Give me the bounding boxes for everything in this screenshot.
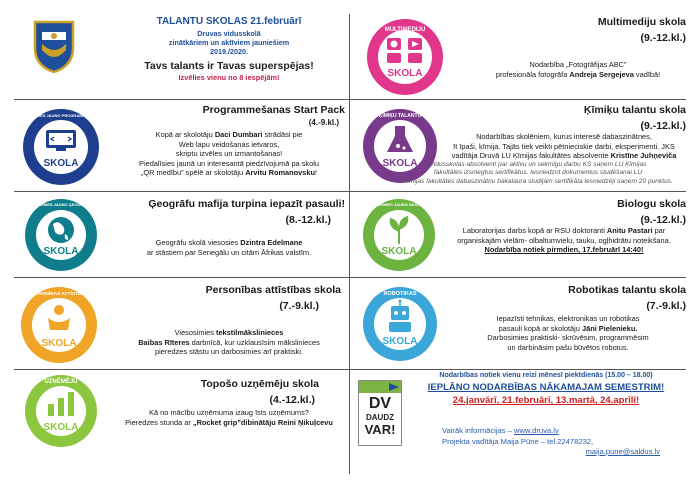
chemistry-desc-3 [442, 151, 686, 161]
header-audience: zinātkāriem un aktīviem jauniešiem [168, 38, 290, 47]
geography-desc-1-pre: Ģeogrāfu skolā viesosies [155, 238, 241, 247]
chemistry-grade: (9.-12.kl.) [640, 120, 686, 132]
geography-school-panel [14, 192, 349, 278]
personality-guest: Baibas Rīteres [138, 337, 190, 347]
personality-desc-2 [110, 338, 348, 348]
programming-teacher-2: Arvitu Romanovsku [245, 168, 316, 178]
biology-desc-1 [442, 226, 686, 236]
entrepreneur-desc-2-pre: Pieredzes stunda ar [125, 417, 193, 427]
personality-badge-label: SKOLA [41, 338, 77, 349]
programming-desc-5 [110, 168, 348, 178]
programming-badge-icon [20, 106, 102, 188]
entrepreneur-badge-title: UZŅĒMĒJU [44, 379, 78, 385]
multimedia-desc-2-post: vadībā! [633, 69, 661, 79]
entrepreneur-badge-label: SKOLA [43, 422, 79, 433]
robotics-grade: (7.-9.kl.) [646, 300, 686, 312]
header-panel [14, 14, 349, 100]
entrepreneur-guest: dibinātāju Reini Ņikuļcevu [240, 417, 333, 427]
entrepreneur-title: Topošo uzņēmēju skola [200, 378, 319, 390]
programming-title: Programmešanas Start Pack [202, 104, 345, 116]
robotics-school-panel [350, 278, 686, 370]
multimedia-badge-icon [364, 16, 446, 98]
robotics-desc-2-pre: pasauli kopā ar skolotāju [498, 323, 582, 333]
header-tagline: Tavs talants ir Tavas superspējas! [144, 60, 314, 72]
biology-badge-label: SKOLA [381, 246, 417, 257]
header-choose: Izvēlies vienu no 8 iespējām! [178, 73, 280, 82]
chemistry-teacher: Kristīne Juhņeviča [610, 151, 677, 161]
personality-school-panel [14, 278, 349, 370]
entrepreneur-desc-1: Kā no mācību uzņēmuma izaug īsts uzņēmums? [149, 408, 309, 417]
geography-grade: (8.-12.kl.) [285, 214, 331, 226]
geography-title: Ģeogrāfu mafija turpina iepazīt pasauli! [148, 198, 345, 210]
geography-desc-1 [110, 238, 348, 248]
page-title: TALANTU SKOLAS 21.februārī [156, 16, 302, 27]
multimedia-badge-label: SKOLA [387, 68, 423, 79]
info-panel [350, 370, 686, 474]
biology-date-note: Nodarbība notiek pirmdien, 17.februārī 14:40! [484, 245, 644, 255]
dv-logo-line2: DAUDZ [366, 413, 394, 422]
chemistry-note-2: fakultātes izsniegtus sertifikātus. Iesniedzot dokumentus studēšanai LU [433, 169, 643, 177]
programming-desc-1-pre: Kopā ar skolotāju [155, 130, 215, 139]
programming-desc-1-post: strādāsi pie [262, 130, 303, 139]
chemistry-badge-label: SKOLA [382, 158, 418, 169]
biology-teacher: Anitu Pastari [606, 226, 653, 235]
robotics-badge-title: ROBOTIKAS [383, 291, 417, 297]
biology-desc-2: organiskajām vielām- olbaltumvielu, tauku, ogļhidrātu noteikšana. [457, 235, 671, 245]
personality-desc-3: pieredzes stāstu un darbosimies arī praktiski. [155, 347, 303, 357]
programming-desc-2: Web lapu veidošanas ietvaros, [178, 139, 280, 149]
email-link[interactable]: maija.pune@saldus.lv [585, 447, 660, 456]
programming-desc-3: skriptu izvēles un izmantošanas! [175, 149, 283, 159]
multimedia-school-panel [350, 14, 686, 100]
geography-badge-icon [22, 196, 100, 274]
coat-of-arms-icon [32, 18, 76, 74]
personality-desc-2-post: darbnīcā, kur uzklausīsim mākslinieces [189, 337, 320, 347]
chemistry-desc-2: īt īpaši, ķīmija. Tajās tiek veikti pētnieciskie darbi, eksperimenti. JKS [453, 141, 675, 151]
chemistry-badge-title: ĶĪMIĶU TALANTU [378, 113, 422, 119]
more-info-label: Vairāk informācijas – [442, 426, 515, 435]
project-leader: Projekta vadītāja Maija Pūne – tel.22478232, [442, 436, 594, 446]
biology-title: Biologu skola [617, 198, 686, 210]
programming-desc-5-pre: „QR medību” spēlē ar skolotāju [140, 168, 246, 178]
entrepreneur-school-panel [14, 370, 349, 454]
more-info [442, 426, 686, 437]
biology-desc-1-post: par [652, 226, 666, 235]
semester-dates: 24.janvārī, 21.februārī, 13.martā, 24.aprīlī! [452, 395, 640, 406]
biology-badge-icon [360, 196, 438, 274]
dv-logo-line3: VAR! [364, 422, 396, 437]
programming-school-panel [14, 100, 349, 192]
multimedia-desc-1: Nodarbība „Fotogrāfijas ABC” [529, 60, 627, 69]
personality-guest-role: tekstilmākslinieces [215, 328, 284, 337]
geography-teacher: Dzintra Edelmane [240, 238, 303, 247]
biology-badge-title: KURZEMES JAUNO BIOLOGU [370, 202, 428, 207]
multimedia-desc-2-pre: profesionāla fotogrāfa [495, 69, 570, 79]
multimedia-title: Multimediju skola [597, 16, 686, 28]
chemistry-note-3: Ķīmijas fakultātes dabaszinātņu bakalaura studijām sertifikāta iesniedzēji saņem 20 punktus. [403, 177, 673, 185]
personality-desc-1-pre: Viesosimies [174, 328, 216, 337]
personality-badge-title: PERSONĪBAS ATTĪSTĪBAS [28, 292, 90, 297]
chemistry-school-panel [350, 100, 686, 192]
personality-grade: (7.-9.kl.) [279, 300, 319, 312]
geography-badge-label: SKOLA [43, 246, 79, 257]
chemistry-note-1: Vidusskolas absolventi par aktīvu un sekmīgu darbu KS saņem LU Ķīmijas [429, 161, 647, 168]
robotics-desc-2 [450, 324, 686, 334]
chemistry-desc-1: Nodarbības skolēniem, kurus interesē dabaszinātnes, [476, 132, 652, 141]
robotics-badge-label: SKOLA [382, 336, 418, 347]
robotics-title: Robotikas talantu skola [568, 284, 686, 296]
personality-badge-icon [18, 284, 100, 366]
geography-desc-2: ar stāstiem par Senegālu un citām Āfrikas valstīm. [146, 247, 312, 257]
entrepreneur-grade: (4.-12.kl.) [269, 394, 315, 406]
programming-badge-title: KURZEMES JAUNO PROGRAMMĒTĀJU [22, 113, 100, 118]
robotics-desc-4: un darbināsim pašu būvētos robotus. [507, 342, 629, 352]
entrepreneur-company: „Rocket grip” [192, 417, 241, 427]
header-school: Druvas vidusskolā [197, 29, 261, 38]
chemistry-desc-3-pre: vadītāja Druvā LU Ķīmijas fakultātes absolvente [451, 151, 611, 161]
multimedia-desc-2 [470, 70, 686, 80]
programming-teacher-1: Daci Dumbari [214, 130, 263, 139]
entrepreneur-badge-icon [22, 372, 100, 450]
robotics-desc-3: Darbosimies praktiski- skrūvēsim, programmēsim [487, 333, 649, 343]
robotics-desc-1: Iepazīsti tehnikas, elektronikas un robotikas [496, 314, 640, 323]
programming-desc-4: Piedalīsies jaunā un interesantā piedzīvojumā pa skolu [139, 158, 319, 168]
biology-desc-1-pre: Laboratorijas darbs kopā ar RSU doktoranti [462, 226, 607, 235]
plan-heading: IEPLĀNO NODARBĪBAS NĀKAMAJAM SEMESTRIM! [427, 382, 665, 393]
robotics-teacher: Jāni Pielenieku. [581, 323, 638, 333]
robotics-badge-icon [360, 284, 440, 364]
programming-badge-label: SKOLA [43, 158, 79, 169]
personality-title: Personības attīstības skola [205, 284, 341, 296]
header-year: 2019./2020. [210, 47, 248, 56]
dv-logo-line1: DV [368, 395, 392, 412]
schedule-note: Nodarbības notiek vienu reizi mēnesī piektdienās (15.00 – 18.00) [439, 372, 653, 379]
website-link[interactable]: www.druva.lv [514, 426, 559, 435]
programming-grade: (4.-9.kl.) [308, 118, 339, 127]
dv-logo [358, 380, 402, 446]
biology-school-panel [350, 192, 686, 278]
multimedia-teacher: Andreja Sergejeva [569, 69, 634, 79]
entrepreneur-desc-2 [110, 418, 348, 428]
programming-desc-5-post: ! [315, 168, 318, 178]
programming-desc-1 [110, 130, 348, 140]
biology-grade: (9.-12.kl.) [640, 214, 686, 226]
multimedia-badge-title: MULTIMEDIJU [384, 27, 426, 33]
multimedia-grade: (9.-12.kl.) [640, 32, 686, 44]
personality-desc-1 [110, 328, 348, 338]
chemistry-title: Ķīmiķu talantu skola [583, 104, 686, 116]
geography-badge-title: KURZEMES JAUNO ĢEOGRĀFU [30, 202, 92, 207]
